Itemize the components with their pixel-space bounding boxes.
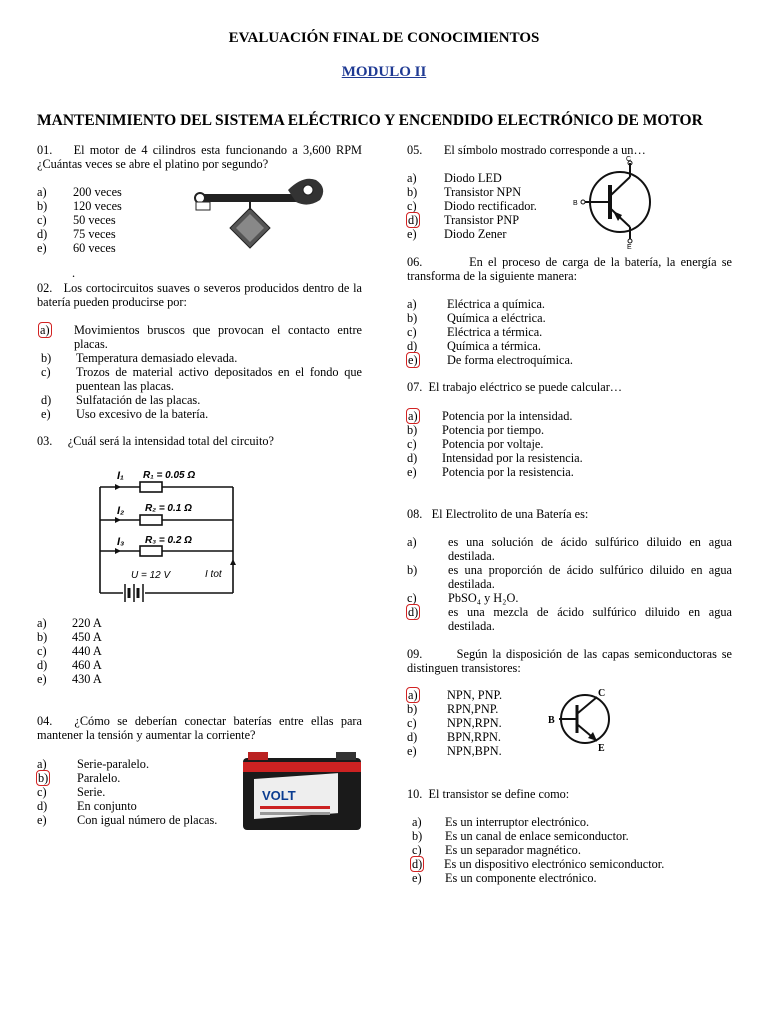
selected-option-label[interactable]: a) xyxy=(40,323,50,337)
option-text[interactable]: 120 veces xyxy=(73,199,122,213)
question-text: ¿Cómo se deberían conectar baterías entre ellas para mantener la tensión y aumentar la corriente? xyxy=(37,714,362,742)
i2-label: I₂ xyxy=(117,505,125,517)
option-label[interactable]: a) xyxy=(412,815,422,829)
option-text[interactable]: Diodo Zener xyxy=(444,227,507,241)
question-07 xyxy=(407,380,732,394)
option-text[interactable]: Eléctrica a química. xyxy=(447,297,545,311)
question-number: 01. xyxy=(37,143,53,157)
i3-label: I₃ xyxy=(117,536,125,548)
question-09 xyxy=(407,647,732,675)
option-label[interactable]: d) xyxy=(407,451,418,465)
option-text[interactable]: En conjunto xyxy=(77,799,137,813)
option-label[interactable]: b) xyxy=(407,563,418,577)
q09-options xyxy=(407,688,502,758)
option-text[interactable]: Con igual número de placas. xyxy=(77,813,218,827)
option-text[interactable]: Es un interruptor electrónico. xyxy=(445,815,590,829)
emitter-label: E xyxy=(598,743,605,754)
q10-options xyxy=(409,815,664,885)
option-label[interactable]: a) xyxy=(37,185,47,199)
option-text[interactable]: 50 veces xyxy=(73,213,116,227)
option-label[interactable]: c) xyxy=(407,716,417,730)
question-number: 04. xyxy=(37,714,53,728)
q04-options xyxy=(37,757,217,827)
stray-dot: . xyxy=(72,266,76,280)
i1-label: I₁ xyxy=(117,470,124,482)
option-label[interactable]: c) xyxy=(37,213,47,227)
option-label[interactable]: e) xyxy=(407,744,417,758)
question-03 xyxy=(37,434,362,448)
question-number: 07. xyxy=(407,380,423,394)
option-label[interactable]: a) xyxy=(37,757,47,771)
question-number: 06. xyxy=(407,255,423,269)
selected-option-label[interactable]: d) xyxy=(408,213,419,227)
q01-options xyxy=(37,185,122,255)
question-10 xyxy=(407,787,732,801)
option-text[interactable]: Intensidad por la resistencia. xyxy=(442,451,583,465)
option-label[interactable]: e) xyxy=(412,871,422,885)
question-number: 03. xyxy=(37,434,53,448)
option-text[interactable]: Diodo rectificador. xyxy=(444,199,537,213)
current-arrow-3 xyxy=(115,548,121,554)
base-label: B xyxy=(573,200,578,207)
option-text[interactable]: Potencia por tiempo. xyxy=(442,423,545,437)
option-label[interactable]: d) xyxy=(37,658,48,672)
selected-option-label[interactable]: e) xyxy=(408,353,418,367)
question-number: 10. xyxy=(407,787,423,801)
option-label[interactable]: e) xyxy=(37,813,47,827)
option-label[interactable]: c) xyxy=(407,199,417,213)
collector-label: C xyxy=(626,156,632,163)
itot-label: I tot xyxy=(205,569,222,580)
option-label[interactable]: d) xyxy=(41,393,52,407)
option-text[interactable]: Es un componente electrónico. xyxy=(445,871,597,885)
q08-options xyxy=(407,535,732,633)
module-title: MODULO II xyxy=(341,64,427,80)
option-label[interactable]: c) xyxy=(37,644,47,658)
option-text[interactable]: es una mezcla de ácido sulfúrico diluido en agua destilada. xyxy=(448,605,732,633)
option-text[interactable]: Serie-paralelo. xyxy=(77,757,150,771)
r2-label: R₂ = 0.1 Ω xyxy=(145,503,192,514)
option-text[interactable]: NPN,RPN. xyxy=(447,716,502,730)
voltage-label: U = 12 V xyxy=(131,570,171,581)
option-text[interactable]: 450 A xyxy=(72,630,102,644)
option-text[interactable]: Potencia por la intensidad. xyxy=(442,409,573,423)
option-text[interactable]: De forma electroquímica. xyxy=(447,353,573,367)
option-text[interactable]: es una solución de ácido sulfúrico diluido en agua destilada. xyxy=(448,535,732,563)
option-label[interactable]: d) xyxy=(37,799,48,813)
question-text: El símbolo mostrado corresponde a un… xyxy=(443,143,646,157)
option-text[interactable]: Trozos de material activo depositados en el fondo que puentean las placas. xyxy=(76,365,362,393)
option-label[interactable]: a) xyxy=(37,616,47,630)
question-text: El trabajo eléctrico se puede calcular… xyxy=(428,380,623,394)
option-label[interactable]: a) xyxy=(407,535,417,549)
question-text: El motor de 4 cilindros esta funcionando a 3,600 RPM ¿Cuántas veces se abre el platino por segundo? xyxy=(37,143,362,171)
option-label[interactable]: b) xyxy=(37,630,48,644)
option-label[interactable]: b) xyxy=(407,185,418,199)
selected-option-label[interactable]: d) xyxy=(412,857,423,871)
option-text[interactable]: Uso excesivo de la batería. xyxy=(76,407,209,421)
option-text[interactable]: 75 veces xyxy=(73,227,116,241)
current-arrow-total xyxy=(230,559,236,565)
option-text[interactable]: Transistor PNP xyxy=(444,213,520,227)
option-text[interactable]: RPN,PNP. xyxy=(447,702,499,716)
r1-label: R₁ = 0.05 Ω xyxy=(143,470,196,481)
option-label[interactable]: d) xyxy=(37,227,48,241)
option-text[interactable]: 460 A xyxy=(72,658,102,672)
option-text[interactable]: Potencia por voltaje. xyxy=(442,437,544,451)
option-text[interactable]: Transistor NPN xyxy=(444,185,522,199)
current-arrow-2 xyxy=(115,517,121,523)
r3-label: R₃ = 0.2 Ω xyxy=(145,535,192,546)
question-text: En el proceso de carga de la batería, la energía se transforma de la siguiente manera: xyxy=(407,255,732,283)
document-subtitle: MANTENIMIENTO DEL SISTEMA ELÉCTRICO Y ENCENDIDO ELECTRÓNICO DE MOTOR xyxy=(37,112,703,129)
option-label[interactable]: e) xyxy=(407,465,417,479)
option-label[interactable]: e) xyxy=(407,227,417,241)
selected-option-label[interactable]: a) xyxy=(408,409,418,423)
option-label[interactable]: c) xyxy=(41,365,51,379)
option-label[interactable]: b) xyxy=(412,829,423,843)
question-number: 05. xyxy=(407,143,423,157)
option-label[interactable]: c) xyxy=(407,437,417,451)
question-text: Los cortocircuitos suaves o severos producidos dentro de la batería pueden producirse por: xyxy=(37,281,362,309)
q03-options xyxy=(37,616,102,686)
q06-options xyxy=(407,297,573,367)
option-label[interactable]: c) xyxy=(407,591,417,605)
selected-option-label[interactable]: b) xyxy=(38,771,49,785)
option-text[interactable]: Movimientos bruscos que provocan el contacto entre placas. xyxy=(74,323,362,351)
option-text[interactable]: Sulfatación de las placas. xyxy=(76,393,201,407)
q02-options xyxy=(37,323,362,421)
current-arrow-1 xyxy=(115,484,121,490)
option-text[interactable]: Química a térmica. xyxy=(447,339,541,353)
option-text[interactable]: Química a eléctrica. xyxy=(447,311,546,325)
option-text[interactable]: Es un dispositivo electrónico semiconductor. xyxy=(444,857,665,871)
option-label[interactable]: b) xyxy=(41,351,52,365)
option-text[interactable]: 220 A xyxy=(72,616,102,630)
option-text[interactable]: PbSO₄ y H₂O. xyxy=(448,591,519,605)
option-text[interactable]: Potencia por la resistencia. xyxy=(442,465,574,479)
option-text[interactable]: Diodo LED xyxy=(444,171,502,185)
npn-transistor-symbol xyxy=(545,685,620,755)
option-text[interactable]: es una proporción de ácido sulfúrico diluido en agua destilada. xyxy=(448,563,732,591)
q05-options xyxy=(407,171,537,241)
option-text[interactable]: Es un separador magnético. xyxy=(445,843,581,857)
question-04 xyxy=(37,714,362,742)
question-number: 08. xyxy=(407,507,423,521)
option-label[interactable]: c) xyxy=(37,785,47,799)
option-label[interactable]: e) xyxy=(37,241,47,255)
option-label[interactable]: e) xyxy=(41,407,51,421)
option-text[interactable]: BPN,RPN. xyxy=(447,730,501,744)
question-text: ¿Cuál será la intensidad total del circuito? xyxy=(67,434,274,448)
option-label[interactable]: e) xyxy=(37,672,47,686)
option-label[interactable]: a) xyxy=(407,171,417,185)
option-label[interactable]: c) xyxy=(407,325,417,339)
option-label[interactable]: b) xyxy=(407,311,418,325)
question-08 xyxy=(407,507,732,521)
option-label[interactable]: a) xyxy=(407,297,417,311)
option-text[interactable]: 440 A xyxy=(72,644,102,658)
option-text[interactable]: Es un canal de enlace semiconductor. xyxy=(445,829,629,843)
option-text[interactable]: 200 veces xyxy=(73,185,122,199)
option-text[interactable]: NPN, PNP. xyxy=(447,688,503,702)
emitter-label: E xyxy=(627,244,632,250)
battery-brand: VOLT xyxy=(262,788,296,803)
collector-label: C xyxy=(598,688,606,699)
option-text[interactable]: 60 veces xyxy=(73,241,116,255)
option-text[interactable]: 430 A xyxy=(72,672,102,686)
option-label[interactable]: b) xyxy=(37,199,48,213)
option-label[interactable]: b) xyxy=(407,423,418,437)
option-text[interactable]: Serie. xyxy=(77,785,106,799)
question-02 xyxy=(37,281,362,309)
selected-option-label[interactable]: a) xyxy=(408,688,418,702)
pnp-transistor-symbol xyxy=(570,155,660,250)
question-06 xyxy=(407,255,732,283)
question-text: El transistor se define como: xyxy=(428,787,570,801)
car-battery-image xyxy=(240,748,365,833)
base-label: B xyxy=(548,715,555,726)
document-title: EVALUACIÓN FINAL DE CONOCIMIENTOS xyxy=(228,30,540,46)
option-text[interactable]: Eléctrica a térmica. xyxy=(447,325,543,339)
question-number: 09. xyxy=(407,647,423,661)
option-label[interactable]: b) xyxy=(407,702,418,716)
selected-option-label[interactable]: d) xyxy=(408,605,419,619)
breaker-points-illustration xyxy=(188,170,338,258)
question-number: 02. xyxy=(37,281,53,295)
option-text[interactable]: Temperatura demasiado elevada. xyxy=(76,351,238,365)
option-text[interactable]: Paralelo. xyxy=(77,771,121,785)
option-label[interactable]: c) xyxy=(412,843,422,857)
option-label[interactable]: d) xyxy=(407,730,418,744)
question-01 xyxy=(37,143,362,171)
parallel-circuit-diagram xyxy=(95,465,245,610)
question-text: El Electrolito de una Batería es: xyxy=(431,507,589,521)
q07-options xyxy=(407,409,583,479)
option-text[interactable]: NPN,BPN. xyxy=(447,744,502,758)
option-label[interactable]: d) xyxy=(407,339,418,353)
question-text: Según la disposición de las capas semiconductoras se distinguen transistores: xyxy=(407,647,732,675)
